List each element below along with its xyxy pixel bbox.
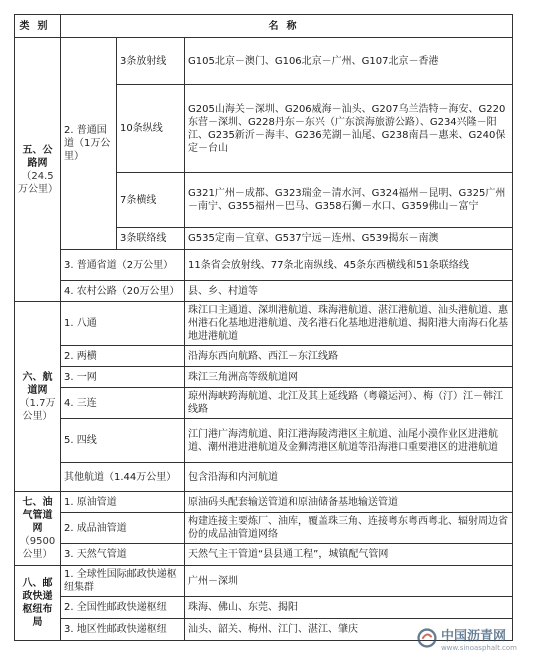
row-text: G205山海关－深圳、G206威海－汕头、G207乌兰浩特－海安、G220东营－深圳、G228丹东－东兴（广东滨海旅游公路）、G234兴隆－阳江、G235新沂－海丰、G236芜湖－汕尾、G238南昌－惠来、G240保定－台山 xyxy=(185,85,513,173)
table-row xyxy=(15,281,513,302)
row-label: 2. 全国性邮政快递枢纽 xyxy=(61,597,185,619)
row-label: 3. 一网 xyxy=(61,367,185,388)
table-row xyxy=(15,388,513,419)
row-label: 10条纵线 xyxy=(117,85,185,173)
category-title: 八、邮政快递枢纽布局 xyxy=(22,578,53,628)
row-label: 3条放射线 xyxy=(117,38,185,85)
row-label: 1. 原油管道 xyxy=(61,492,185,513)
table-row xyxy=(15,492,513,513)
row-label: 3. 地区性邮政快递枢纽 xyxy=(61,619,185,641)
row-label: 2. 两横 xyxy=(61,346,185,367)
watermark-name: 中国沥青网 xyxy=(440,628,506,644)
category-title: 五、公路网 xyxy=(22,144,53,169)
table-row xyxy=(15,250,513,281)
row-text: 包含沿海和内河航道 xyxy=(185,463,513,492)
row-text: G321广州－成都、G323瑞金－清水河、G324福州－昆明、G325广州－南宁、G355福州－巴马、G358石狮－水口、G359佛山－富宁 xyxy=(185,173,513,228)
table-row xyxy=(15,367,513,388)
table-row xyxy=(15,463,513,492)
row-text: 汕头、韶关、梅州、江门、湛江、肇庆 xyxy=(185,619,513,641)
row-label: 1. 全球性国际邮政快递枢纽集群 xyxy=(61,566,185,597)
row-label: 其他航道（1.44万公里） xyxy=(61,463,185,492)
category-postal xyxy=(15,566,61,641)
row-text: 县、乡、村道等 xyxy=(185,281,513,302)
category-title: 六、航道网 xyxy=(22,371,53,396)
row-text: 构建连接主要炼厂、油库，覆盖珠三角、连接粤东粤西粤北、辐射周边省份的成品油管道网络 xyxy=(185,513,513,544)
header-name: 名称 xyxy=(61,15,513,38)
row-text: 天然气主干管道“县县通工程”，城镇配气管网 xyxy=(185,544,513,566)
table-row xyxy=(15,346,513,367)
row-text: 江门港广海湾航道、阳江港海陵湾港区主航道、汕尾小漠作业区进港航道、潮州港进港航道及金狮湾港区航道等沿海港口重要港区的进港航道 xyxy=(185,419,513,463)
category-title: 七、油气管道网 xyxy=(22,497,53,534)
row-text: G535定南－宜章、G537宁远－连州、G539揭东－南澳 xyxy=(185,228,513,250)
row-text: 11条省会放射线、77条北南纵线、45条东西横线和51条联络线 xyxy=(185,250,513,281)
table-row xyxy=(15,302,513,346)
row-text: 琼州海峡跨海航道、北江及其上延线路（粤赣运河）、梅（汀）江－韩江线路 xyxy=(185,388,513,419)
table-row xyxy=(15,419,513,463)
row-label: 4. 三连 xyxy=(61,388,185,419)
category-waterway xyxy=(15,302,61,492)
row-text: 珠江三角洲高等级航道网 xyxy=(185,367,513,388)
row-text: 原油码头配套输送管道和原油储备基地输送管道 xyxy=(185,492,513,513)
table-row xyxy=(15,544,513,566)
category-subtitle: （24.5万公里） xyxy=(18,170,58,195)
category-highway xyxy=(15,38,61,302)
category-pipeline xyxy=(15,492,61,566)
row-text: 沿海东西向航路、西江－东江线路 xyxy=(185,346,513,367)
row-label: 2. 成品油管道 xyxy=(61,513,185,544)
watermark-url: www.sinoasphalt.com xyxy=(440,643,517,652)
asphalt-swirl-logo-icon xyxy=(417,625,437,651)
category-subtitle: （1.7万公里） xyxy=(19,397,56,422)
table-row xyxy=(15,513,513,544)
planning-table xyxy=(14,14,513,641)
row-label: 1. 八通 xyxy=(61,302,185,346)
watermark xyxy=(417,621,517,655)
row-label: 3. 天然气管道 xyxy=(61,544,185,566)
row-label: 5. 四线 xyxy=(61,419,185,463)
row-label: 3. 普通省道（2万公里） xyxy=(61,250,185,281)
row-label: 7条横线 xyxy=(117,173,185,228)
row-text: 广州－深圳 xyxy=(185,566,513,597)
table-header-row xyxy=(15,15,513,38)
row-text: G105北京－澳门、G106北京－广州、G107北京－香港 xyxy=(185,38,513,85)
subcategory-national-road: 2. 普通国道（1万公里） xyxy=(61,38,117,250)
table-row xyxy=(15,566,513,597)
row-text: 珠江口主通道、深圳港航道、珠海港航道、湛江港航道、汕头港航道、惠州港石化基地进港航道、茂名港石化基地进港航道、揭阳港大南海石化基地进港航道 xyxy=(185,302,513,346)
row-label: 4. 农村公路（20万公里） xyxy=(61,281,185,302)
row-label: 3条联络线 xyxy=(117,228,185,250)
table-row xyxy=(15,38,513,85)
row-text: 珠海、佛山、东莞、揭阳 xyxy=(185,597,513,619)
header-category: 类别 xyxy=(15,15,61,38)
table-row xyxy=(15,597,513,619)
category-subtitle: （9500公里） xyxy=(19,536,56,560)
